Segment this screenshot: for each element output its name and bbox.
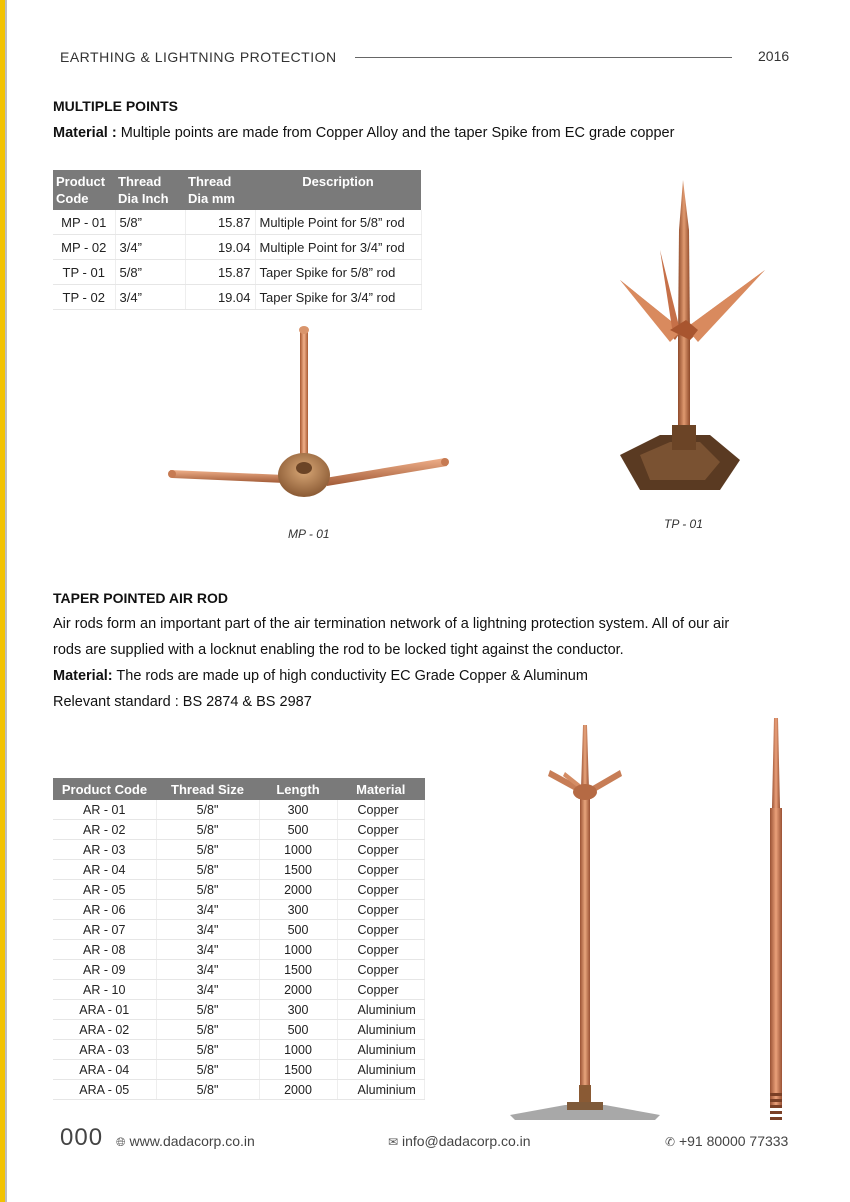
col-header-thread-dia-inch: Thread Dia Inch xyxy=(115,170,185,210)
cell-product-code: AR - 09 xyxy=(53,960,156,980)
cell-length: 500 xyxy=(259,920,337,940)
col-header-thread-size: Thread Size xyxy=(156,778,259,800)
cell-product-code: TP - 02 xyxy=(53,285,115,310)
cell-thread-size: 3/4" xyxy=(156,980,259,1000)
air-rod-description-line-1: Air rods form an important part of the air termination network of a lightning protection system. All of our air xyxy=(53,616,730,632)
phone-text: +91 80000 77333 xyxy=(678,1133,789,1149)
cell-thread-size: 5/8" xyxy=(156,840,259,860)
cell-thread-mm: 15.87 xyxy=(185,260,255,285)
table-row xyxy=(53,1080,425,1100)
cell-length: 2000 xyxy=(259,1080,337,1100)
material-text: The rods are made up of high conductivity EC Grade Copper & Aluminum xyxy=(112,668,588,684)
col-header-product-code: Product Code xyxy=(53,170,115,210)
section-title-multiple-points: MULTIPLE POINTS xyxy=(53,98,178,114)
cell-thread-size: 5/8" xyxy=(156,820,259,840)
cell-length: 300 xyxy=(259,900,337,920)
material-label: Material : xyxy=(53,125,117,141)
multiple-point-image xyxy=(160,320,460,510)
table-row xyxy=(53,960,425,980)
cell-length: 2000 xyxy=(259,980,337,1000)
table-row xyxy=(53,1060,425,1080)
mail-icon: ✉ xyxy=(388,1135,399,1149)
table-row xyxy=(53,800,425,820)
cell-thread-mm: 19.04 xyxy=(185,235,255,260)
cell-product-code: AR - 06 xyxy=(53,900,156,920)
table-row xyxy=(53,1040,425,1060)
cell-length: 300 xyxy=(259,1000,337,1020)
table-row xyxy=(53,210,421,235)
cell-thread-inch: 3/4” xyxy=(115,285,185,310)
cell-material: Copper xyxy=(337,920,425,940)
air-rod-table xyxy=(53,778,425,1100)
email-text[interactable]: info@dadacorp.co.in xyxy=(401,1133,531,1149)
cell-length: 300 xyxy=(259,800,337,820)
relevant-standard: Relevant standard : BS 2874 & BS 2987 xyxy=(53,694,312,710)
cell-material: Copper xyxy=(337,880,425,900)
cell-thread-inch: 5/8” xyxy=(115,210,185,235)
cell-thread-size: 3/4" xyxy=(156,960,259,980)
cell-thread-size: 3/4" xyxy=(156,940,259,960)
globe-icon: 🌐︎ xyxy=(116,1135,126,1149)
cell-material: Copper xyxy=(337,940,425,960)
cell-product-code: ARA - 02 xyxy=(53,1020,156,1040)
table-row xyxy=(53,920,425,940)
cell-material: Copper xyxy=(337,840,425,860)
cell-material: Copper xyxy=(337,960,425,980)
table-row xyxy=(53,1020,425,1040)
cell-product-code: MP - 01 xyxy=(53,210,115,235)
cell-material: Copper xyxy=(337,800,425,820)
cell-product-code: TP - 01 xyxy=(53,260,115,285)
cell-thread-inch: 5/8” xyxy=(115,260,185,285)
cell-material: Aluminium xyxy=(337,1000,425,1020)
caption-tp-01: TP - 01 xyxy=(664,517,703,531)
cell-product-code: ARA - 05 xyxy=(53,1080,156,1100)
material-line-multiple-points xyxy=(53,120,674,146)
cell-thread-size: 5/8" xyxy=(156,880,259,900)
table-row xyxy=(53,1000,425,1020)
cell-thread-size: 3/4" xyxy=(156,920,259,940)
caption-mp-01: MP - 01 xyxy=(288,527,330,541)
cell-product-code: AR - 04 xyxy=(53,860,156,880)
cell-material: Aluminium xyxy=(337,1060,425,1080)
cell-length: 500 xyxy=(259,820,337,840)
cell-material: Copper xyxy=(337,980,425,1000)
cell-product-code: MP - 02 xyxy=(53,235,115,260)
cell-description: Taper Spike for 3/4” rod xyxy=(255,285,421,310)
cell-thread-size: 5/8" xyxy=(156,800,259,820)
cell-product-code: AR - 02 xyxy=(53,820,156,840)
website-text[interactable]: www.dadacorp.co.in xyxy=(129,1133,255,1149)
footer-email xyxy=(388,1133,531,1149)
cell-thread-inch: 3/4” xyxy=(115,235,185,260)
cell-thread-size: 5/8" xyxy=(156,1040,259,1060)
cell-product-code: AR - 03 xyxy=(53,840,156,860)
material-line-air-rod xyxy=(53,663,588,689)
cell-product-code: ARA - 04 xyxy=(53,1060,156,1080)
cell-thread-size: 5/8" xyxy=(156,1000,259,1020)
cell-thread-size: 5/8" xyxy=(156,1020,259,1040)
air-rod-with-points-image xyxy=(505,720,665,1125)
cell-product-code: AR - 07 xyxy=(53,920,156,940)
header-year: 2016 xyxy=(758,48,790,64)
table-row xyxy=(53,860,425,880)
cell-material: Copper xyxy=(337,820,425,840)
col-header-thread-dia-mm: Thread Dia mm xyxy=(185,170,255,210)
table-row xyxy=(53,940,425,960)
cell-thread-mm: 19.04 xyxy=(185,285,255,310)
cell-length: 1500 xyxy=(259,860,337,880)
cell-length: 1500 xyxy=(259,960,337,980)
page-number: 000 xyxy=(60,1124,104,1151)
cell-length: 1000 xyxy=(259,940,337,960)
cell-length: 500 xyxy=(259,1020,337,1040)
table-row xyxy=(53,840,425,860)
taper-spike-image xyxy=(590,180,780,510)
cell-length: 1000 xyxy=(259,1040,337,1060)
table-row xyxy=(53,900,425,920)
cell-description: Multiple Point for 3/4” rod xyxy=(255,235,421,260)
table-header-row xyxy=(53,170,421,210)
material-text: Multiple points are made from Copper Alloy and the taper Spike from EC grade copper xyxy=(116,125,675,141)
cell-thread-size: 5/8" xyxy=(156,1080,259,1100)
cell-description: Taper Spike for 5/8” rod xyxy=(255,260,421,285)
cell-material: Aluminium xyxy=(337,1040,425,1060)
cell-material: Copper xyxy=(337,900,425,920)
cell-product-code: AR - 05 xyxy=(53,880,156,900)
cell-thread-size: 5/8" xyxy=(156,1060,259,1080)
cell-product-code: AR - 08 xyxy=(53,940,156,960)
cell-material: Copper xyxy=(337,860,425,880)
cell-thread-mm: 15.87 xyxy=(185,210,255,235)
cell-product-code: AR - 10 xyxy=(53,980,156,1000)
header-rule xyxy=(355,57,732,58)
cell-thread-size: 3/4" xyxy=(156,900,259,920)
col-header-length: Length xyxy=(259,778,337,800)
cell-material: Aluminium xyxy=(337,1080,425,1100)
cell-product-code: ARA - 03 xyxy=(53,1040,156,1060)
multiple-points-table xyxy=(53,170,422,310)
col-header-description: Description xyxy=(255,170,421,210)
footer-website xyxy=(116,1133,255,1150)
table-row xyxy=(53,880,425,900)
cell-description: Multiple Point for 5/8” rod xyxy=(255,210,421,235)
air-rod-plain-image xyxy=(760,718,790,1130)
cell-material: Aluminium xyxy=(337,1020,425,1040)
page-edge-line xyxy=(5,0,7,1202)
col-header-product-code: Product Code xyxy=(53,778,156,800)
footer xyxy=(60,1124,800,1154)
col-header-material: Material xyxy=(337,778,425,800)
table-row xyxy=(53,260,421,285)
phone-icon: ✆ xyxy=(665,1135,676,1149)
material-label: Material: xyxy=(53,668,113,684)
table-header-row xyxy=(53,778,425,800)
cell-thread-size: 5/8" xyxy=(156,860,259,880)
cell-product-code: ARA - 01 xyxy=(53,1000,156,1020)
table-row xyxy=(53,285,421,310)
table-row xyxy=(53,820,425,840)
header-title: EARTHING & LIGHTNING PROTECTION xyxy=(60,49,337,65)
cell-length: 2000 xyxy=(259,880,337,900)
cell-product-code: AR - 01 xyxy=(53,800,156,820)
cell-length: 1500 xyxy=(259,1060,337,1080)
cell-length: 1000 xyxy=(259,840,337,860)
footer-phone xyxy=(665,1133,788,1149)
air-rod-description-line-2: rods are supplied with a locknut enabling the rod to be locked tight against the conductor. xyxy=(53,642,624,658)
table-row xyxy=(53,235,421,260)
table-row xyxy=(53,980,425,1000)
section-title-air-rod: TAPER POINTED AIR ROD xyxy=(53,590,229,606)
